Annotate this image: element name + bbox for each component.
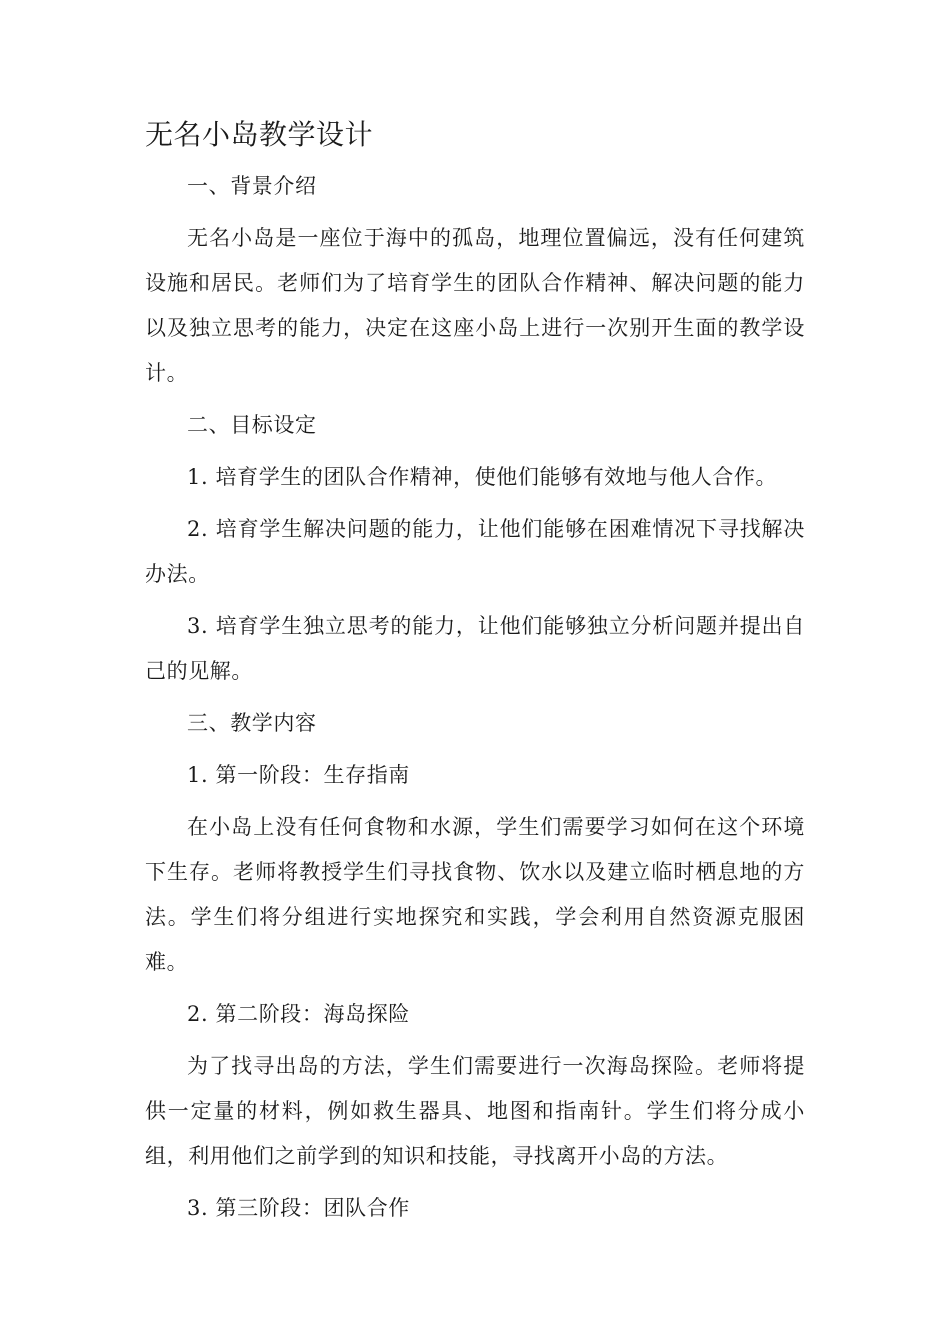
paragraph-background: 无名小岛是一座位于海中的孤岛，地理位置偏远，没有任何建筑设施和居民。老师们为了培育学生的团队合作精神、解决问题的能力以及独立思考的能力，决定在这座小岛上进行一次别开生面的教学设计。 xyxy=(145,226,805,385)
goal-item-1: 1. 培育学生的团队合作精神，使他们能够有效地与他人合作。 xyxy=(187,465,778,489)
document-page xyxy=(145,112,805,1238)
section-heading-content: 三、教学内容 xyxy=(187,711,317,735)
stage-heading-1: 1. 第一阶段：生存指南 xyxy=(187,763,410,787)
paragraph-stage-1: 在小岛上没有任何食物和水源，学生们需要学习如何在这个环境下生存。老师将教授学生们寻找食物、饮水以及建立临时栖息地的方法。学生们将分组进行实地探究和实践，学会利用自然资源克服困难。 xyxy=(145,815,805,974)
section-heading-goals: 二、目标设定 xyxy=(187,413,317,437)
stage-heading-3: 3. 第三阶段：团队合作 xyxy=(187,1196,410,1220)
goal-item-3: 3. 培育学生独立思考的能力，让他们能够独立分析问题并提出自己的见解。 xyxy=(145,614,805,683)
goal-item-2: 2. 培育学生解决问题的能力，让他们能够在困难情况下寻找解决办法。 xyxy=(145,517,805,586)
document-title: 无名小岛教学设计 xyxy=(145,118,374,151)
stage-heading-2: 2. 第二阶段：海岛探险 xyxy=(187,1002,410,1026)
paragraph-stage-2: 为了找寻出岛的方法，学生们需要进行一次海岛探险。老师将提供一定量的材料，例如救生器具、地图和指南针。学生们将分成小组，利用他们之前学到的知识和技能，寻找离开小岛的方法。 xyxy=(145,1054,805,1168)
section-heading-background: 一、背景介绍 xyxy=(187,174,317,198)
